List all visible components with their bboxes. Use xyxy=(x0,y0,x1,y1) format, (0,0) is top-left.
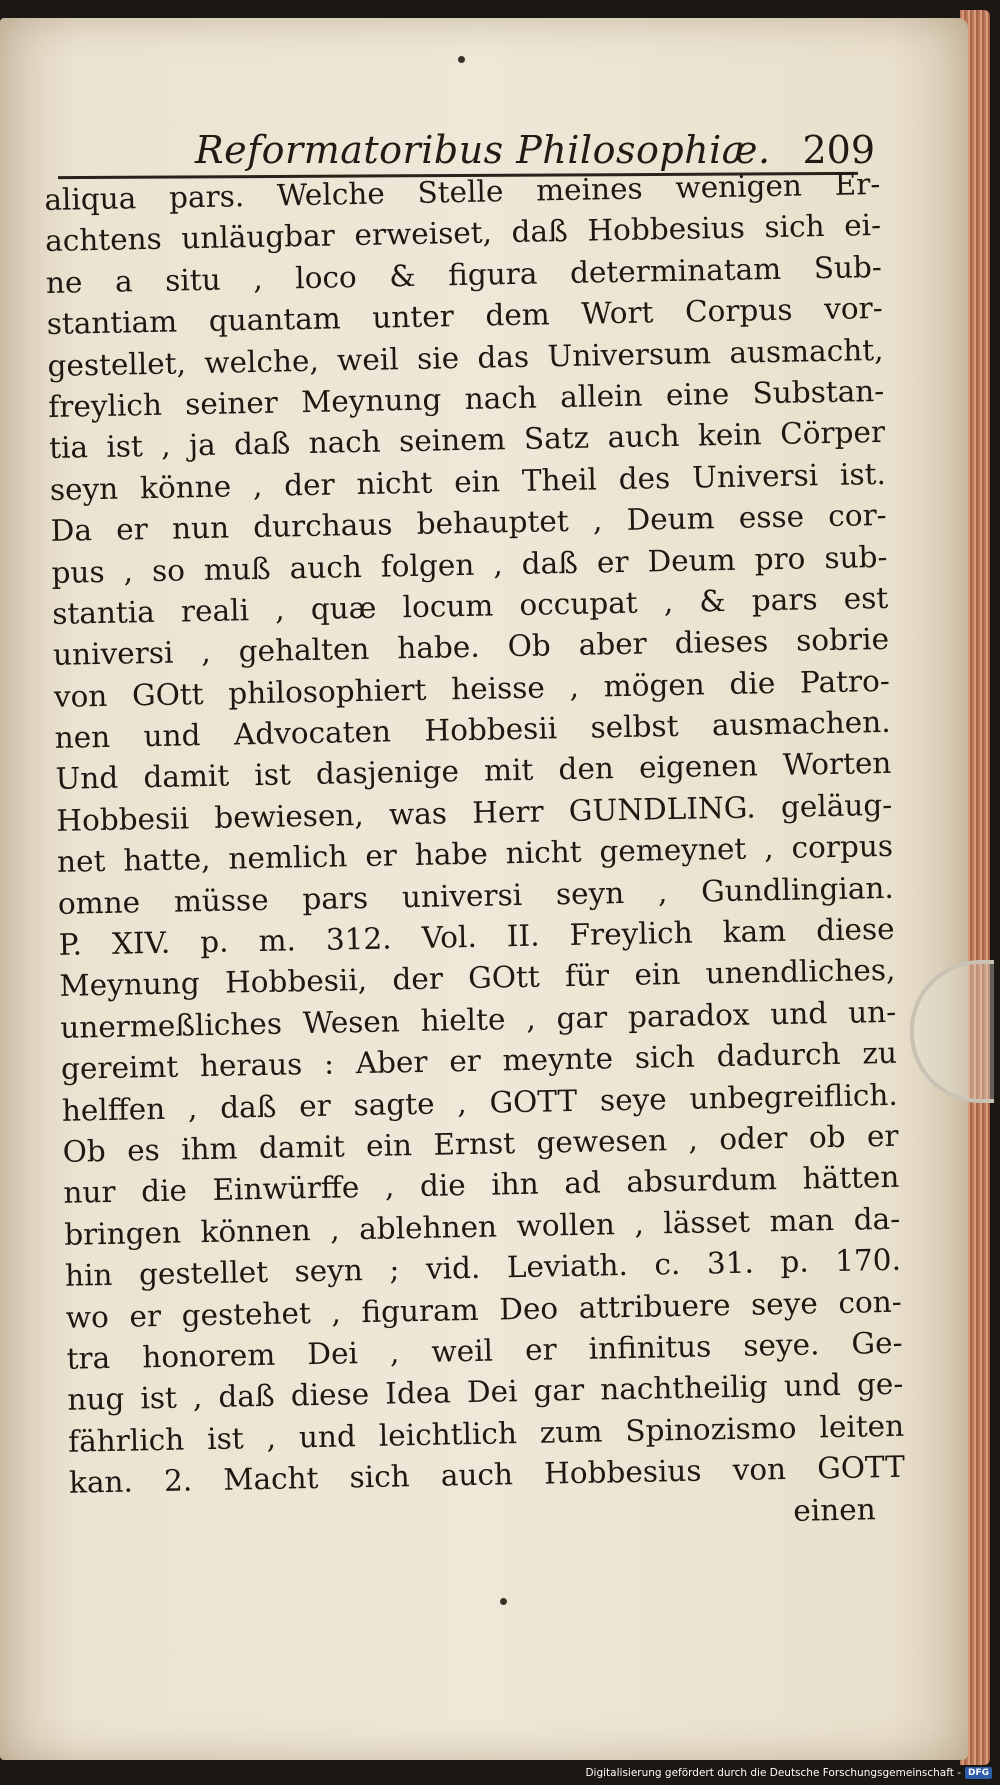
text-line: von GOtt philosophiert heisse , mögen die Patro- xyxy=(53,663,891,714)
text-line: gereimt heraus : Aber er meynte sich dadurch zu xyxy=(60,1035,898,1087)
text-line: hin gestellet seyn ; vid. Leviath. c. 31. p. 170. xyxy=(64,1242,902,1293)
footer-credit xyxy=(585,1765,992,1781)
text-line: nen und Advocaten Hobbesii selbst ausmachen. xyxy=(54,704,891,755)
text-line: net hatte, nemlich er habe nicht gemeynet , corpus xyxy=(56,829,894,880)
text-line: helffen , daß er sagte , GOTT seye unbegreiflich. xyxy=(61,1077,899,1128)
text-line: gestellet, welche, weil sie das Universum ausmacht, xyxy=(47,332,884,383)
text-line: unermeßliches Wesen hielte , gar paradox und un- xyxy=(59,994,897,1045)
text-line: tra honorem Dei , weil er infinitus seye. Ge- xyxy=(66,1325,903,1376)
text-line: nur die Einwürffe , die ihn ad absurdum hätten xyxy=(63,1160,900,1211)
text-line: pus , so muß auch folgen , daß er Deum pro sub- xyxy=(51,539,888,590)
text-line: Meynung Hobbesii, der GOtt für ein unendliches, xyxy=(59,953,896,1004)
text-line: freylich seiner Meynung nach allein eine Substan- xyxy=(48,373,885,424)
text-line: omne müsse pars universi seyn , Gundlingian. xyxy=(57,870,895,921)
text-line: Da er nun durchaus behauptet , Deum esse cor- xyxy=(50,498,887,549)
text-line: aliqua pars. Welche Stelle meines wenigen Er- xyxy=(44,166,881,217)
text-line: nug ist , daß diese Idea Dei gar nachtheilig und ge- xyxy=(67,1367,904,1418)
text-line: bringen können , ablehnen wollen , lässet man da- xyxy=(63,1201,901,1252)
text-line: seyn könne , der nicht ein Theil des Universi ist. xyxy=(49,456,887,507)
text-line: P. XIV. p. m. 312. Vol. II. Freylich kam diese xyxy=(58,911,895,962)
text-line: kan. 2. Macht sich auch Hobbesius von GOTT xyxy=(68,1449,906,1500)
text-line: wo er gestehet , figuram Deo attribuere seye con- xyxy=(65,1284,903,1335)
text-line: Hobbesii bewiesen, was Herr GUNDLING. geläug- xyxy=(55,787,893,838)
text-line: Ob es ihm damit ein Ernst gewesen , oder ob er xyxy=(62,1118,899,1169)
text-line: fährlich ist , und leichtlich zum Spinozismo leiten xyxy=(67,1408,905,1459)
text-line: universi , gehalten habe. Ob aber dieses sobrie xyxy=(52,622,890,673)
body-text xyxy=(44,164,906,1546)
footer-credit-text: Digitalisierung gefördert durch die Deutsche Forschungsgemeinschaft - xyxy=(585,1767,961,1779)
catchword: einen xyxy=(792,1491,876,1528)
page-number: 209 xyxy=(802,128,875,172)
ink-speck xyxy=(458,56,465,63)
text-line: stantia reali , quæ locum occupat , & pars est xyxy=(52,580,889,631)
text-line: ne a situ , loco & figura determinatam Sub- xyxy=(45,249,883,300)
text-line: tia ist , ja daß nach seinem Satz auch kein Cörper xyxy=(48,415,886,466)
running-head xyxy=(195,112,875,172)
text-line: stantiam quantam unter dem Wort Corpus vor- xyxy=(46,291,883,342)
ink-speck xyxy=(500,1598,507,1605)
page-title: Reformatoribus Philosophiæ. xyxy=(195,128,771,172)
text-line: Und damit ist dasjenige mit den eigenen Worten xyxy=(55,746,892,797)
dfg-logo: DFG xyxy=(965,1767,992,1779)
text-line: achtens unläugbar erweiset, daß Hobbesius sich ei- xyxy=(44,208,882,259)
